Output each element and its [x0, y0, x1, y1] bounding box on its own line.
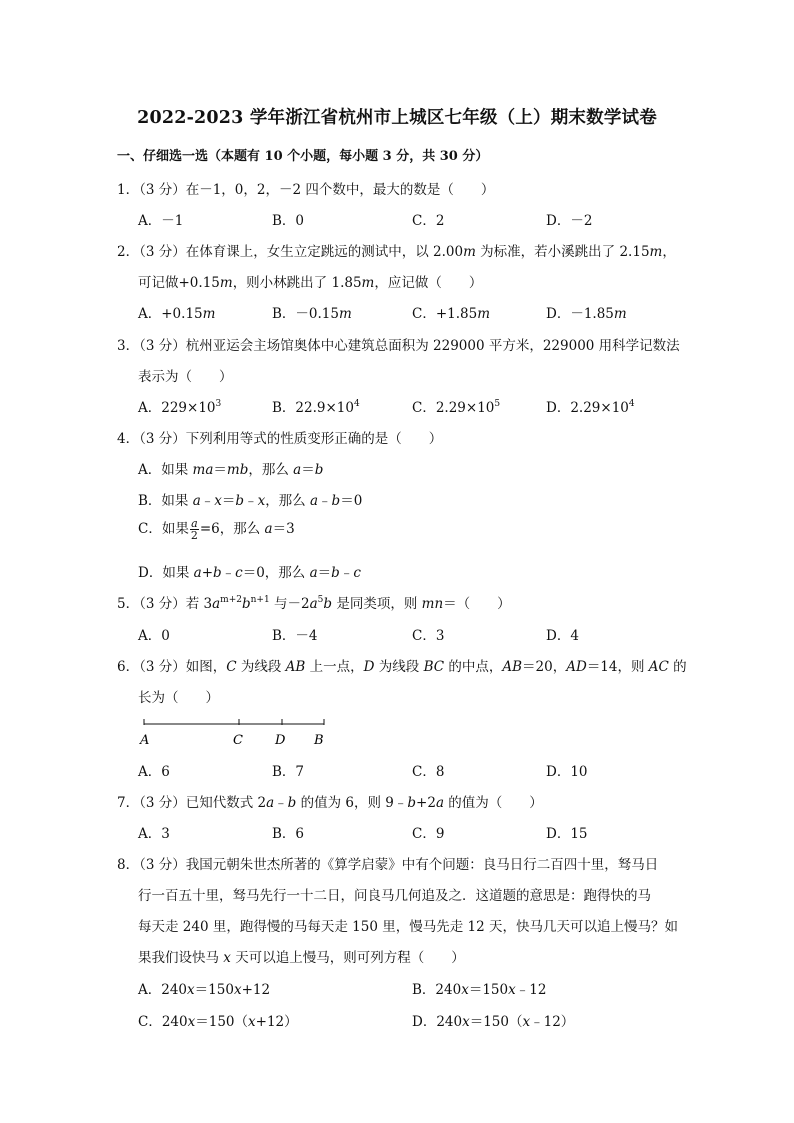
- q8-text: 天可以追上慢马，则可列方程（ ）: [230, 950, 465, 966]
- q6-option-b: B．7: [272, 764, 305, 780]
- q2-text: 2．（3 分）在体育课上，女生立定跳远的测试中，以 2.00: [117, 244, 464, 260]
- q2-unit: m: [613, 306, 627, 322]
- q4d-var: b: [331, 565, 340, 581]
- q8c-var: x: [248, 1014, 256, 1030]
- q4c-fraction: [190, 518, 199, 541]
- q8c-text: ＝150（: [195, 1014, 249, 1030]
- q6-var: BC: [423, 659, 445, 675]
- q4-option-a: [138, 458, 323, 478]
- q7-var: b: [407, 795, 417, 811]
- q2-option-d-text: D．－1.85: [546, 306, 614, 322]
- q8b-text: ＝150: [468, 982, 509, 998]
- q5-option-a: A．0: [138, 628, 170, 644]
- q5-exponent: m+2: [220, 595, 242, 605]
- q4b-var: b: [331, 493, 341, 509]
- q4d-text: ﹣: [221, 565, 236, 581]
- q6-var: D: [363, 659, 375, 675]
- question-3-stem-line1: 3．（3 分）杭州亚运会主场馆奥体中心建筑总面积为 229000 平方米，229000 用科学记数法: [117, 338, 680, 354]
- point-label-d: D: [275, 733, 286, 748]
- q3-option-a-text: A．229×10: [138, 400, 216, 416]
- q4-option-c: [138, 517, 295, 541]
- q8b-text: B．240: [412, 982, 462, 998]
- q2-unit: m: [219, 275, 233, 291]
- q4d-text: ﹣: [339, 565, 354, 581]
- q4a-text: A．如果: [138, 462, 193, 478]
- question-4-stem: 4．（3 分）下列利用等式的性质变形正确的是（ ）: [117, 431, 443, 447]
- q7-option-a: A．3: [138, 826, 170, 842]
- q2-unit: m: [649, 244, 663, 260]
- q4b-text: ﹣: [318, 493, 332, 509]
- q4d-text: ＝0，那么: [242, 565, 310, 581]
- q3-option-b: [272, 396, 360, 416]
- q2-option-b-text: B．－0.15: [272, 306, 339, 322]
- q5-var: b: [323, 596, 333, 612]
- paper-title: 2022-2023 学年浙江省杭州市上城区七年级（上）期末数学试卷: [137, 108, 657, 128]
- q5-exponent: 5: [317, 595, 324, 605]
- q8-option-c: [138, 1010, 298, 1030]
- question-8-stem-line3: 每天走 240 里，跑得慢的马每天走 150 里，慢马先走 12 天，快马几天可以追上慢马？如: [138, 919, 678, 935]
- q7-option-c: C．9: [412, 826, 445, 842]
- q1-option-c: C．2: [412, 213, 445, 229]
- q7-option-b: B．6: [272, 826, 305, 842]
- q2-option-b: [272, 302, 352, 322]
- q7-text: +2: [416, 795, 436, 811]
- q7-var: a: [266, 795, 275, 811]
- q6-text: ＝20，: [522, 659, 567, 675]
- q4b-text: B．如果: [138, 493, 193, 509]
- q4a-text: ＝: [213, 462, 227, 478]
- q4a-var: mb: [226, 462, 249, 478]
- q6-text: 为线段: [374, 659, 424, 675]
- q4-option-b: [138, 489, 362, 509]
- q4b-text: ﹣: [200, 493, 215, 509]
- q3-option-a: [138, 396, 221, 416]
- q8d-text: ﹣12）: [530, 1014, 575, 1030]
- q4d-text: ＝: [317, 565, 332, 581]
- question-3-stem-line2: 表示为（ ）: [138, 369, 233, 385]
- q2-option-c-text: C．+1.85: [412, 306, 478, 322]
- q1-option-a: A．－1: [138, 213, 184, 229]
- point-label-b: B: [314, 733, 324, 748]
- q7-text: 的值为 6，则 9﹣: [296, 795, 408, 811]
- q2-text: 为标准，若小溪跳出了 2.15: [475, 244, 650, 260]
- q5-exponent: n+1: [250, 595, 270, 605]
- q2-option-c: [412, 302, 490, 322]
- question-5-stem: [117, 592, 511, 612]
- question-1-stem: 1．（3 分）在－1，0，2，－2 四个数中，最大的数是（ ）: [117, 182, 495, 198]
- q3-option-c-exponent: 5: [494, 399, 501, 409]
- q4b-text: ＝0: [340, 493, 363, 509]
- fraction-numerator: a: [191, 517, 198, 530]
- q6-var: AD: [566, 659, 587, 675]
- q7-option-d: D．15: [546, 826, 588, 842]
- q4d-var: b: [213, 565, 222, 581]
- q3-option-a-exponent: 3: [215, 399, 222, 409]
- q2-text: ，则小林跳出了 1.85: [232, 275, 362, 291]
- q6-text: 上一点，: [305, 659, 364, 675]
- q8a-text: +12: [241, 982, 271, 998]
- question-8-stem-line4: [138, 946, 465, 966]
- q7-text: 的值为（ ）: [444, 795, 543, 811]
- line-segment-figure: [136, 712, 336, 752]
- question-2-stem-line2: [138, 271, 482, 291]
- q6-text: ＝14，则: [586, 659, 649, 675]
- q4d-var: c: [235, 565, 243, 581]
- q2-unit: m: [202, 306, 216, 322]
- q4b-var: x: [257, 493, 266, 509]
- q8-option-a: [138, 978, 270, 998]
- q3-option-d-exponent: 4: [628, 399, 635, 409]
- q8-option-d: [412, 1010, 574, 1030]
- q8a-text: A．240: [138, 982, 188, 998]
- section-heading: 一、仔细选一选（本题有 10 个小题，每小题 3 分，共 30 分）: [117, 149, 489, 164]
- q4b-var: b: [235, 493, 245, 509]
- q3-option-d: [546, 396, 635, 416]
- question-6-stem-line2: 长为（ ）: [138, 690, 219, 706]
- q8d-var: x: [522, 1014, 531, 1030]
- q7-var: b: [287, 795, 297, 811]
- question-2-stem-line1: [117, 240, 676, 260]
- q5-var: a: [212, 596, 221, 612]
- q8-option-b: [412, 978, 546, 998]
- q8a-text: ＝150: [194, 982, 234, 998]
- q6-var: AC: [648, 659, 669, 675]
- q5-text: ＝（ ）: [443, 596, 511, 612]
- q3-option-d-text: D．2.29×10: [546, 400, 629, 416]
- q5-var: a: [309, 596, 318, 612]
- q4d-var: a: [309, 565, 318, 581]
- q2-text: 可记做+0.15: [138, 275, 220, 291]
- q4d-text: D．如果: [138, 565, 194, 581]
- q2-unit: m: [338, 306, 352, 322]
- q5-option-c: C．3: [412, 628, 445, 644]
- q4d-text: +: [201, 565, 213, 581]
- q6-text: 6．（3 分）如图，: [117, 659, 227, 675]
- point-label-a: A: [140, 733, 150, 748]
- q2-unit: m: [463, 244, 476, 260]
- q8b-var: x: [461, 982, 469, 998]
- q4b-text: ，那么: [265, 493, 310, 509]
- q4b-var: x: [214, 493, 222, 509]
- point-label-c: C: [233, 733, 243, 748]
- q4-option-d: [138, 561, 361, 581]
- q2-unit: m: [361, 275, 375, 291]
- q6-text: 为线段: [236, 659, 286, 675]
- q2-text: ，应记做（ ）: [374, 275, 483, 291]
- q2-option-d: [546, 302, 627, 322]
- q8b-var: x: [508, 982, 516, 998]
- q4c-text: ＝3: [272, 521, 295, 537]
- q5-option-d: D．4: [546, 628, 579, 644]
- q5-text: 5．（3 分）若 3: [117, 596, 213, 612]
- q5-var: mn: [421, 596, 444, 612]
- question-6-stem-line1: [117, 655, 687, 675]
- question-8-stem-line2: 行一百五十里，驽马先行一十二日，问良马几何追及之．这道题的意思是：跑得快的马: [138, 888, 651, 904]
- q8d-text: ＝150（: [469, 1014, 523, 1030]
- q1-option-b: B．0: [272, 213, 305, 229]
- q6-option-a: A．6: [138, 764, 170, 780]
- q5-text: 是同类项，则: [332, 596, 422, 612]
- q7-text: ﹣: [274, 795, 288, 811]
- q4b-var: a: [192, 493, 201, 509]
- q4c-text: =6，那么: [199, 521, 265, 537]
- q4d-var: a: [193, 565, 202, 581]
- q2-unit: m: [477, 306, 491, 322]
- q4a-var: a: [293, 462, 302, 478]
- q6-text: 的中点，: [444, 659, 503, 675]
- q5-text: 与－2: [269, 596, 310, 612]
- q4b-text: ＝: [221, 493, 236, 509]
- q8-text: 果我们设快马: [138, 950, 224, 966]
- question-7-stem: [117, 791, 543, 811]
- q8d-text: D．240: [412, 1014, 463, 1030]
- fraction-denominator: 2: [190, 529, 198, 542]
- q4a-text: ＝: [301, 462, 315, 478]
- q4a-var: b: [314, 462, 324, 478]
- q6-option-c: C．8: [412, 764, 445, 780]
- q3-option-b-exponent: 4: [353, 399, 360, 409]
- q6-var: AB: [285, 659, 306, 675]
- q3-option-c-text: C．2.29×10: [412, 400, 495, 416]
- q5-var: b: [241, 596, 251, 612]
- q4a-var: ma: [192, 462, 214, 478]
- q8a-var: x: [187, 982, 195, 998]
- q6-text: 的: [668, 659, 687, 675]
- q6-option-d: D．10: [546, 764, 588, 780]
- q7-var: a: [435, 795, 445, 811]
- q6-var: C: [226, 659, 237, 675]
- q8c-text: +12）: [255, 1014, 298, 1030]
- q8c-text: C．240: [138, 1014, 188, 1030]
- q3-option-c: [412, 396, 500, 416]
- q8b-text: ﹣12: [515, 982, 547, 998]
- q4b-text: ﹣: [244, 493, 258, 509]
- q4c-var: a: [264, 521, 273, 537]
- q4c-text: C．如果: [138, 521, 189, 537]
- q4b-var: a: [309, 493, 319, 509]
- question-8-stem-line1: 8．（3 分）我国元朝朱世杰所著的《算学启蒙》中有个问题：良马日行二百四十里，驽马日: [117, 857, 659, 873]
- q4d-var: c: [353, 565, 361, 581]
- q8-var: x: [223, 950, 231, 966]
- q3-option-b-text: B．22.9×10: [272, 400, 354, 416]
- q4a-text: ，那么: [248, 462, 294, 478]
- q5-option-b: B．－4: [272, 628, 318, 644]
- q2-option-a: [138, 302, 215, 322]
- q8a-var: x: [233, 982, 242, 998]
- q2-text: ，: [662, 244, 676, 260]
- q8d-var: x: [462, 1014, 470, 1030]
- q2-option-a-text: A．+0.15: [138, 306, 203, 322]
- q1-option-d: D．－2: [546, 213, 593, 229]
- q7-text: 7．（3 分）已知代数式 2: [117, 795, 267, 811]
- q8c-var: x: [187, 1014, 196, 1030]
- q6-var: AB: [502, 659, 523, 675]
